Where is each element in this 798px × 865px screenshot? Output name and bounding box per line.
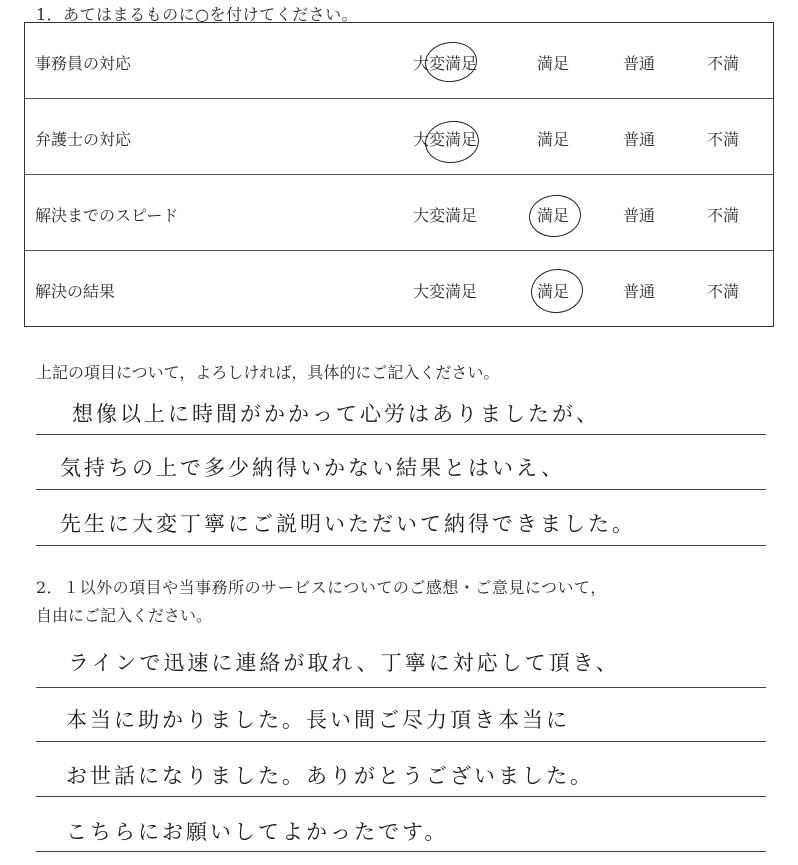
option-very-satisfied[interactable]: 大変満足 (413, 130, 478, 149)
option-satisfied[interactable]: 満足 (537, 206, 570, 225)
option-normal[interactable]: 普通 (623, 130, 656, 149)
question-1-title: 1．あてはまるものに○を付けてください。 (36, 5, 359, 24)
writing-line (36, 489, 766, 490)
writing-line (36, 741, 766, 742)
option-satisfied[interactable]: 満足 (537, 282, 570, 301)
selection-circle (423, 39, 479, 84)
option-dissatisfied[interactable]: 不満 (707, 54, 740, 73)
selection-circle (529, 266, 585, 315)
writing-line (36, 434, 766, 435)
row-label: 事務員の対応 (35, 54, 132, 73)
row-label: 弁護士の対応 (35, 130, 132, 149)
selection-circle (527, 192, 583, 239)
rating-row (25, 23, 773, 99)
option-dissatisfied[interactable]: 不満 (707, 282, 740, 301)
handwritten-comment-line: 先生に大変丁寧にご説明いただいて納得できました。 (60, 512, 636, 536)
option-dissatisfied[interactable]: 不満 (707, 130, 740, 149)
writing-line (36, 851, 766, 852)
handwritten-comment-line: 想像以上に時間がかかって心労はありましたが、 (72, 402, 600, 426)
rating-table (24, 22, 774, 327)
handwritten-comment-line: ラインで迅速に連絡が取れ、丁寧に対応して頂き、 (68, 651, 620, 675)
rating-row (25, 175, 773, 251)
rating-row (25, 251, 773, 327)
option-satisfied[interactable]: 満足 (537, 130, 570, 149)
handwritten-comment-line: お世話になりました。ありがとうございました。 (66, 764, 594, 788)
selection-circle (423, 118, 481, 165)
handwritten-comment-line: 本当に助かりました。長い間ご尽力頂き本当に (66, 708, 570, 732)
option-dissatisfied[interactable]: 不満 (707, 206, 740, 225)
writing-line (36, 687, 766, 688)
option-normal[interactable]: 普通 (623, 54, 656, 73)
writing-line (36, 545, 766, 546)
option-very-satisfied[interactable]: 大変満足 (413, 282, 478, 301)
question-2-subtitle: 自由にご記入ください。 (36, 606, 213, 625)
writing-line (36, 796, 766, 797)
row-label: 解決までのスピード (35, 206, 179, 225)
question-2-title: 2．１以外の項目や当事務所のサービスについてのご感想・ご意見について， (36, 578, 607, 597)
option-satisfied[interactable]: 満足 (537, 54, 570, 73)
option-normal[interactable]: 普通 (623, 206, 656, 225)
option-very-satisfied[interactable]: 大変満足 (413, 54, 478, 73)
handwritten-comment-line: 気持ちの上で多少納得いかない結果とはいえ、 (60, 456, 566, 480)
row-label: 解決の結果 (35, 282, 116, 301)
handwritten-comment-line: こちらにお願いしてよかったです。 (66, 820, 449, 844)
rating-row (25, 99, 773, 175)
comment-prompt: 上記の項目について，よろしければ，具体的にご記入ください。 (36, 363, 500, 382)
option-very-satisfied[interactable]: 大変満足 (413, 206, 478, 225)
option-normal[interactable]: 普通 (623, 282, 656, 301)
